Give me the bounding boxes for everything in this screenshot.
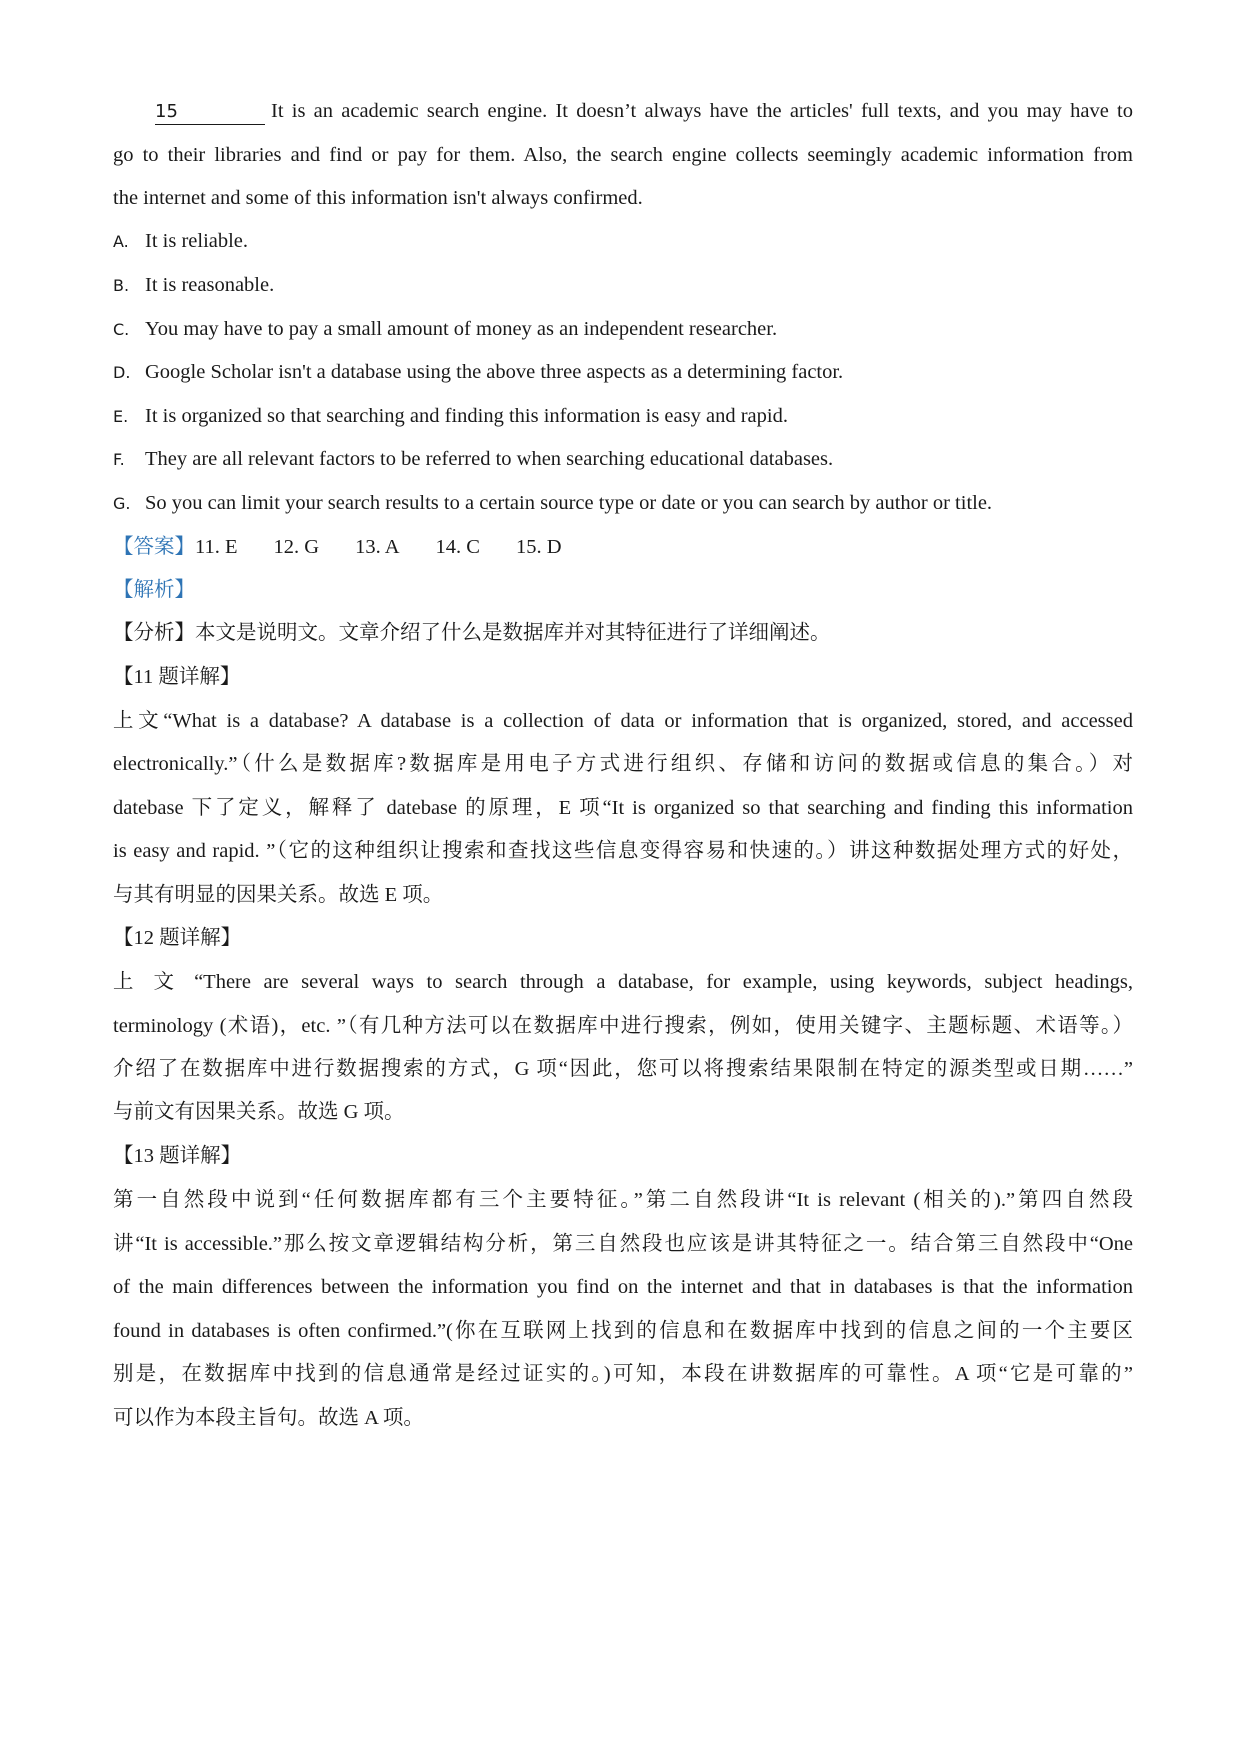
- option-text: So you can limit your search results to a certain source type or date or you can search by author or title.: [145, 492, 993, 514]
- q13-line: found in databases is often confirmed.”(你在互联网上找到的信息和在数据库中找到的信息之间的一个主要区: [113, 1320, 1133, 1342]
- option-letter: D.: [113, 363, 131, 382]
- question-15-line-2: go to their libraries and find or pay for them. Also, the search engine collects seemingly academic information from: [113, 144, 1133, 166]
- analysis-label: 【解析】: [113, 579, 195, 601]
- q12-line: terminology (术语)，etc. ”（有几种方法可以在数据库中进行搜索，例如，使用关键字、主题标题、术语等。）: [113, 1015, 1133, 1037]
- option-letter: B.: [113, 276, 130, 295]
- q11-heading: 【11 题详解】: [113, 666, 241, 688]
- q11-line: electronically.”（什么是数据库?数据库是用电子方式进行组织、存储和访问的数据或信息的集合。）对: [113, 753, 1133, 775]
- q13-line: 可以作为本段主旨句。故选 A 项。: [113, 1407, 424, 1429]
- answer-line: [113, 532, 1133, 562]
- question-text: It is an academic search engine. It doesn’t always have the articles' full texts, and you may have to: [271, 100, 1133, 122]
- q13-line: 别是，在数据库中找到的信息通常是经过证实的。)可知，本段在讲数据库的可靠性。A 项“它是可靠的”: [113, 1363, 1133, 1385]
- answer-item: 13. A: [355, 536, 400, 558]
- option-text: It is organized so that searching and finding this information is easy and rapid.: [145, 405, 788, 427]
- option-text: It is reliable.: [145, 230, 249, 252]
- q12-heading: 【12 题详解】: [113, 927, 242, 949]
- q11-line: 与其有明显的因果关系。故选 E 项。: [113, 884, 444, 906]
- option-text: It is reasonable.: [145, 274, 275, 296]
- option-c: [113, 314, 1133, 345]
- question-15-line-3: the internet and some of this information isn't always confirmed.: [113, 187, 643, 209]
- option-text: They are all relevant factors to be referred to when searching educational databases.: [145, 448, 834, 470]
- analysis-summary: 【分析】本文是说明文。文章介绍了什么是数据库并对其特征进行了详细阐述。: [113, 622, 831, 644]
- question-15-line-1: [155, 96, 1133, 126]
- option-letter: C.: [113, 320, 130, 339]
- option-b: [113, 270, 1133, 301]
- q12-line: 与前文有因果关系。故选 G 项。: [113, 1101, 405, 1123]
- option-letter: E.: [113, 407, 129, 426]
- q13-line: of the main differences between the information you find on the internet and that in databases is that the information: [113, 1276, 1133, 1298]
- option-letter: G.: [113, 494, 131, 513]
- q13-line: 第一自然段中说到“任何数据库都有三个主要特征。”第二自然段讲“It is relevant (相关的).”第四自然段: [113, 1189, 1133, 1211]
- blank-number: 15: [155, 101, 178, 122]
- option-g: [113, 488, 1133, 519]
- option-e: [113, 401, 1133, 432]
- q11-line: is easy and rapid. ”（它的这种组织让搜索和查找这些信息变得容易和快速的。）讲这种数据处理方式的好处，: [113, 840, 1133, 862]
- q13-heading: 【13 题详解】: [113, 1145, 242, 1167]
- q13-line: 讲“It is accessible.”那么按文章逻辑结构分析，第三自然段也应该是讲其特征之一。结合第三自然段中“One: [113, 1233, 1133, 1255]
- option-f: [113, 444, 1133, 475]
- option-text: Google Scholar isn't a database using the above three aspects as a determining factor.: [145, 361, 844, 383]
- option-letter: F.: [113, 450, 125, 469]
- answer-item: 11. E: [195, 536, 238, 558]
- option-d: [113, 357, 1133, 388]
- answer-item: 14. C: [435, 536, 480, 558]
- answer-item: 12. G: [273, 536, 320, 558]
- answer-item: 15. D: [515, 536, 562, 558]
- answer-blank: [155, 99, 265, 125]
- q12-line: 上 文 “There are several ways to search through a database, for example, using keywords, subject headings,: [113, 971, 1133, 993]
- q11-line: datebase 下了定义，解释了 datebase 的原理，E 项“It is organized so that searching and finding this information: [113, 797, 1133, 819]
- option-a: [113, 226, 1133, 257]
- q12-line: 介绍了在数据库中进行数据搜索的方式，G 项“因此，您可以将搜索结果限制在特定的源类型或日期……”: [113, 1058, 1133, 1080]
- option-letter: A.: [113, 232, 129, 251]
- q11-line: 上文“What is a database? A database is a collection of data or information that is organized, stored, and accessed: [113, 710, 1133, 732]
- option-text: You may have to pay a small amount of money as an independent researcher.: [145, 318, 778, 340]
- answer-label: 【答案】: [113, 536, 195, 558]
